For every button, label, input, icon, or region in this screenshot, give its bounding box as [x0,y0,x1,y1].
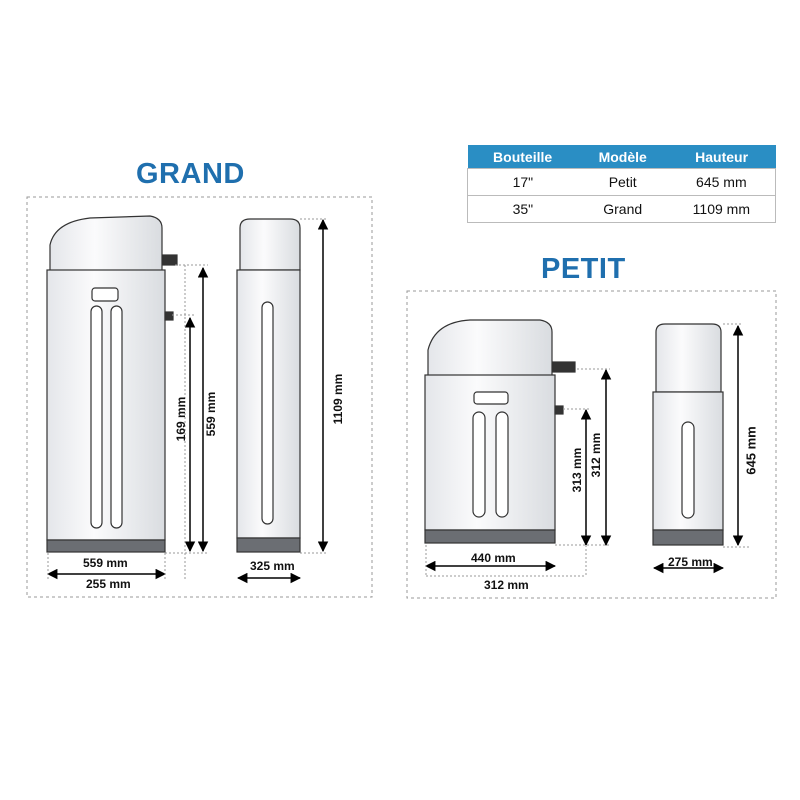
grand-front-unit [237,219,300,552]
grand-total-height-label: 1109 mm [331,373,345,425]
petit-inlet-height-label: 312 mm [589,432,603,478]
cell: 35" [468,196,578,223]
cell: 645 mm [668,169,776,196]
petit-depth-label: 440 mm [471,551,516,565]
grand-depth-label: 559 mm [83,556,128,570]
cell: 1109 mm [668,196,776,223]
petit-title: PETIT [541,253,626,285]
header-hauteur: Hauteur [668,145,776,169]
grand-body-width-label: 255 mm [86,577,131,591]
header-bouteille: Bouteille [468,145,578,169]
petit-body-width-label: 312 mm [484,578,529,592]
petit-side-unit [425,320,575,543]
cell: 17" [468,169,578,196]
petit-front-unit [653,324,723,545]
header-modele: Modèle [578,145,668,169]
cell: Grand [578,196,668,223]
grand-front-width-label: 325 mm [250,559,295,573]
grand-inlet-height-label: 559 mm [204,391,218,437]
petit-front-width-label: 275 mm [668,555,713,569]
grand-side-unit [47,216,177,552]
grand-outlet-height-label: 169 mm [174,396,188,442]
petit-total-height-label: 645 mm [743,426,759,475]
petit-outlet-height-label: 313 mm [570,447,584,493]
grand-title: GRAND [136,158,245,190]
cell: Petit [578,169,668,196]
